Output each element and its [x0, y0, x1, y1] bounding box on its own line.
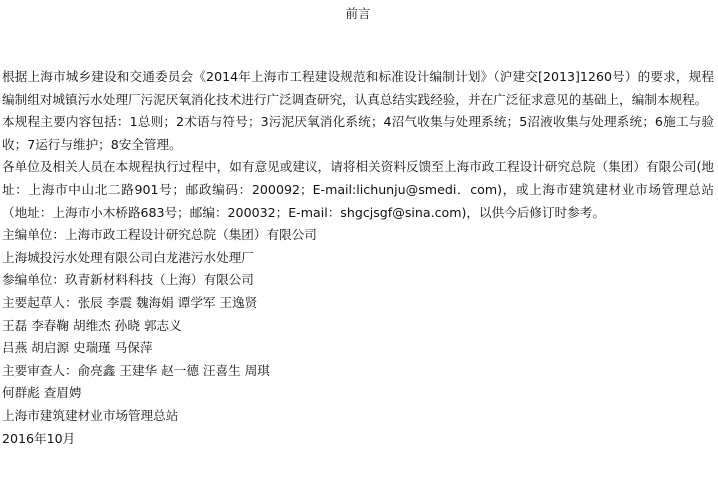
feedback-paragraph: 各单位及相关人员在本规程执行过程中，如有意见或建议，请将相关资料反馈至上海市政工程设计研究总院（集团）有限公司(地址：上海市中山北二路901号；邮政编码：200092；E-mail:lichunju@smedi．com)，或上海市建筑建材业市场管理总站（地址：上海市小木桥路683号；邮编：200032；E-mail：shgcjsgf@sina.com)，以供今后修订时参考。 [2, 159, 714, 220]
chief-editor-unit: 主编单位：上海市政工程设计研究总院（集团）有限公司 [2, 227, 317, 243]
main-reviewers: 主要审查人：俞亮鑫 王建华 赵一德 汪喜生 周琪 [2, 362, 270, 378]
drafters-line-3: 吕燕 胡启源 史瑞瑾 马保萍 [2, 340, 153, 356]
drafters-line-2: 王磊 李春鞠 胡维杰 孙晓 郭志义 [2, 317, 182, 333]
intro-paragraph: 根据上海市城乡建设和交通委员会《2014年上海市工程建设规范和标准设计编制计划》（沪建交[2013]1260号）的要求，规程编制组对城镇污水处理厂污泥厌氧消化技术进行广泛调查研究，认真总结实践经验，并在广泛征求意见的基础上，编制本规程。 [2, 69, 714, 107]
document-date: 2016年10月 [2, 430, 76, 446]
document-title: 前言 [345, 6, 371, 21]
issuing-organization: 上海市建筑建材业市场管理总站 [2, 407, 179, 423]
main-drafters: 主要起草人：张辰 李震 魏海娟 谭学军 王逸贤 [2, 294, 258, 310]
participating-unit: 参编单位：玖青新材料科技（上海）有限公司 [2, 272, 254, 288]
chief-editor-unit-2: 上海城投污水处理有限公司白龙港污水处理厂 [2, 249, 254, 265]
reviewers-line-2: 何群彪 查眉娉 [2, 385, 82, 401]
document-body [2, 0, 714, 450]
contents-paragraph: 本规程主要内容包括：1总则；2术语与符号；3污泥厌氧消化系统；4沼气收集与处理系统；5沼液收集与处理系统；6施工与验收；7运行与维护；8安全管理。 [2, 114, 714, 152]
title-spacer [2, 25, 714, 66]
